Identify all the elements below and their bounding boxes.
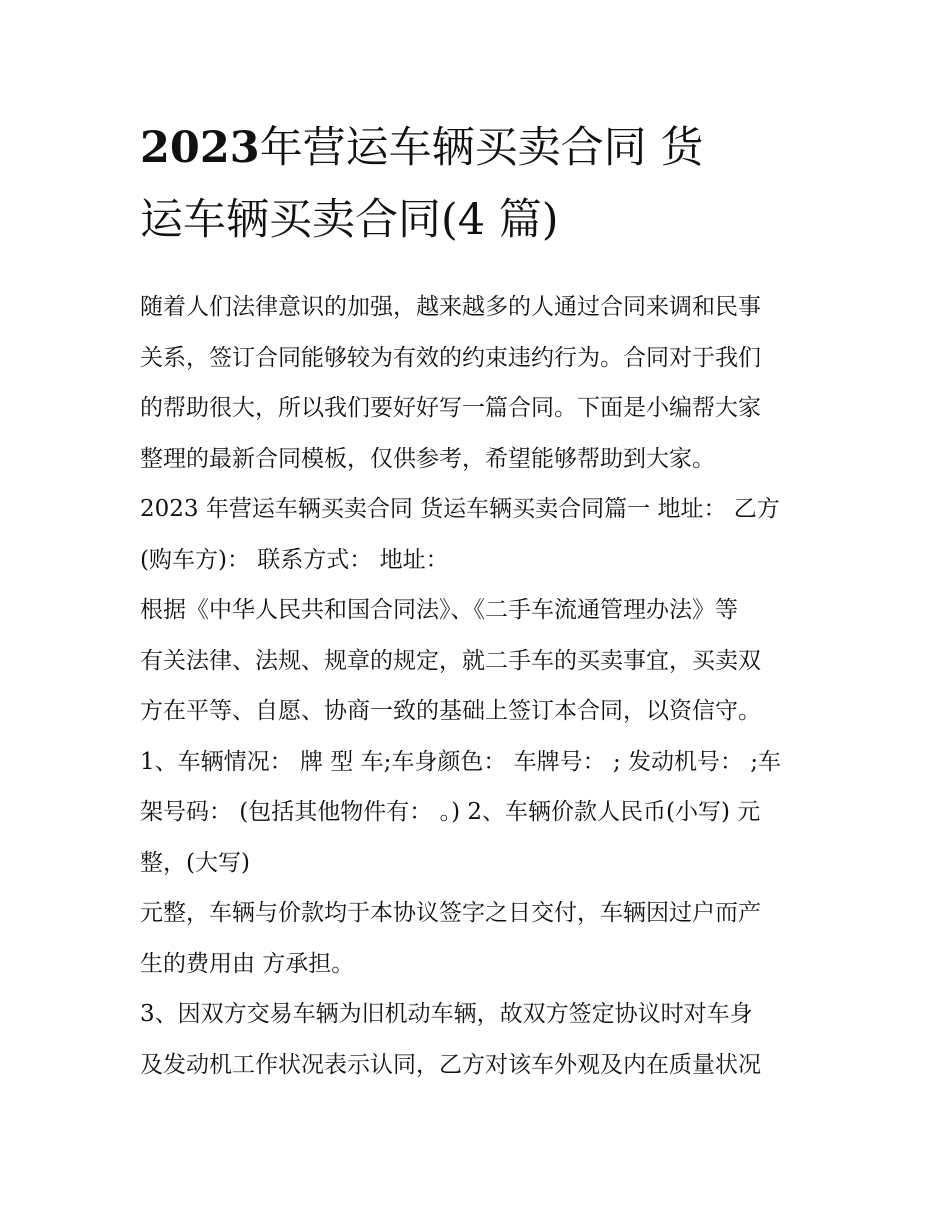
title-line-2: 运车辆买卖合同(4 篇) bbox=[140, 195, 559, 245]
body-line: 整，(大写) bbox=[140, 849, 250, 876]
body-line: 生的费用由 方承担。 bbox=[140, 950, 355, 977]
body-line: 的帮助很大，所以我们要好好写一篇合同。下面是小编帮大家 bbox=[140, 395, 761, 421]
document-title bbox=[140, 112, 820, 256]
body-line: 有关法律、法规、规章的规定，就二手车的买卖事宜，买卖双 bbox=[140, 647, 761, 674]
body-line: 3、因双方交易车辆为旧机动车辆，故双方签定协议时对车身 bbox=[140, 1001, 753, 1027]
body-line: 关系，签订合同能够较为有效的约束违约行为。合同对于我们 bbox=[140, 344, 761, 371]
body-line: 元整，车辆与价款均于本协议签字之日交付，车辆因过户而产 bbox=[140, 900, 761, 926]
body-line: 及发动机工作状况表示认同，乙方对该车外观及内在质量状况 bbox=[140, 1051, 761, 1078]
body-line: 1、车辆情况： 牌 型 车;车身颜色： 车牌号： ; 发动机号： ;车 bbox=[140, 748, 782, 775]
title-year: 2023 bbox=[140, 123, 260, 173]
body-line: 2023 年营运车辆买卖合同 货运车辆买卖合同篇一 地址： 乙方 bbox=[140, 496, 780, 522]
document-body bbox=[140, 282, 820, 1090]
body-line: 整理的最新合同模板，仅供参考，希望能够帮助到大家。 bbox=[140, 445, 715, 472]
title-line-1: 年营运车辆买卖合同 货 bbox=[259, 123, 704, 173]
body-line: 架号码： (包括其他物件有： 。) 2、车辆价款人民币(小写) 元 bbox=[140, 799, 761, 825]
body-line: (购车方)： 联系方式： 地址： bbox=[140, 546, 449, 573]
body-line: 根据《中华人民共和国合同法》、《二手车流通管理办法》等 bbox=[140, 597, 738, 623]
body-line: 方在平等、自愿、协商一致的基础上签订本合同，以资信守。 bbox=[140, 698, 761, 724]
body-line: 随着人们法律意识的加强，越来越多的人通过合同来调和民事 bbox=[140, 294, 761, 320]
